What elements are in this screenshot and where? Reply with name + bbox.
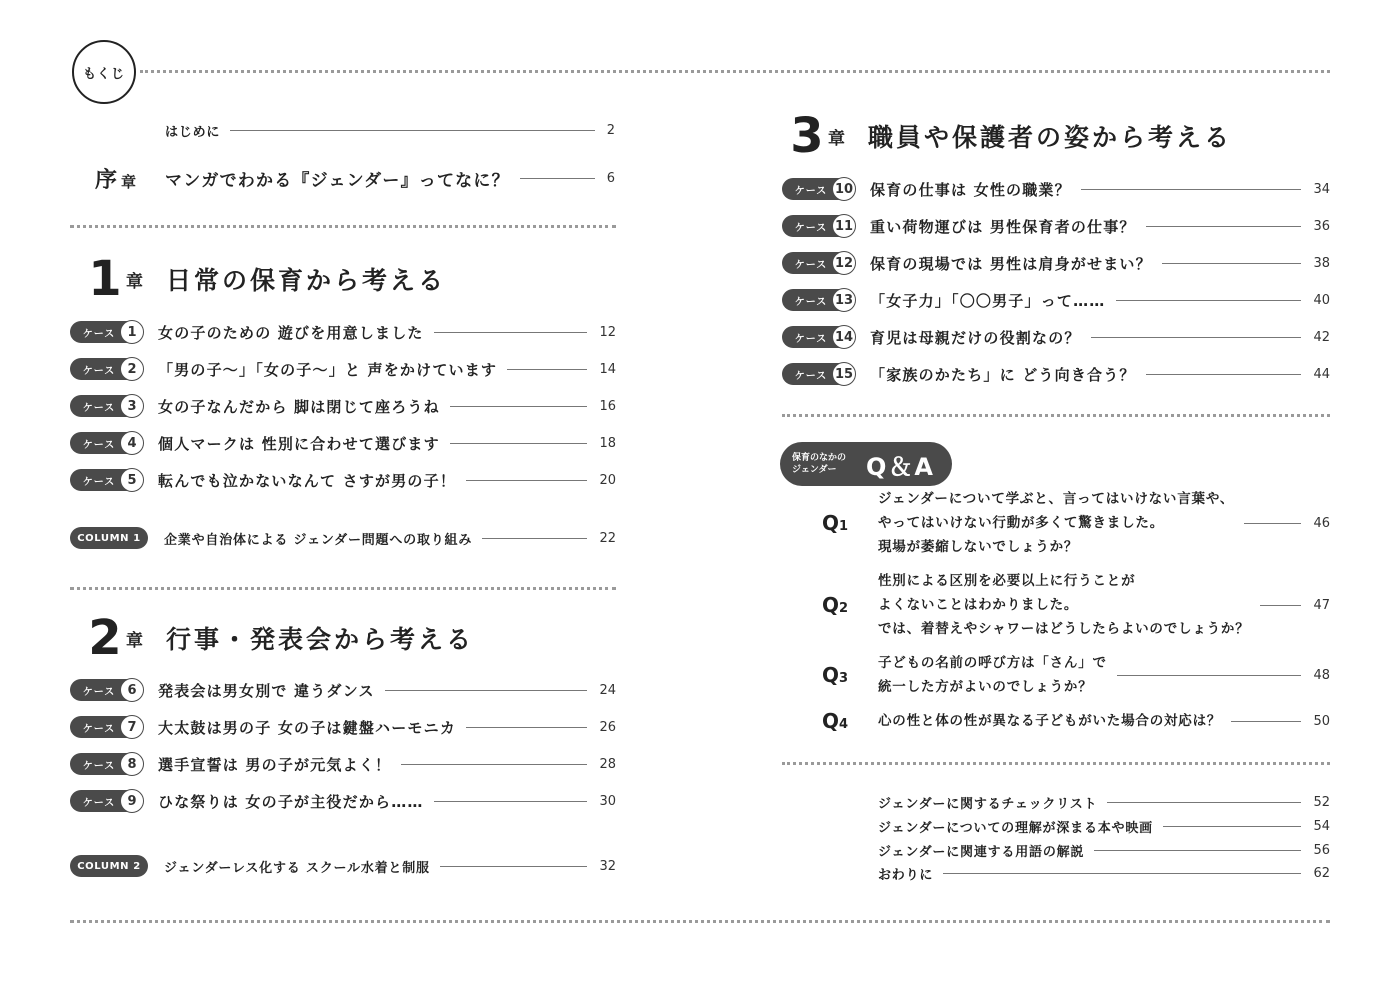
entry-title: 重い荷物運びは 男性保育者の仕事？: [870, 217, 1136, 236]
toc-entry-case[interactable]: [70, 357, 616, 381]
case-number: 11: [832, 214, 856, 238]
case-pill: [70, 431, 144, 455]
case-number: 14: [832, 325, 856, 349]
toc-entry-case[interactable]: [782, 362, 1330, 386]
leader-line: [450, 443, 588, 444]
question-number: 1: [839, 519, 849, 534]
header-divider: [140, 70, 1330, 73]
case-pill: [70, 715, 144, 739]
entry-title: おわりに: [878, 867, 934, 883]
leader-line: [1244, 523, 1301, 524]
leader-line: [466, 727, 587, 728]
toc-entry-question[interactable]: [822, 569, 1330, 641]
toc-title: もくじ: [82, 66, 125, 82]
toc-entry-column[interactable]: [70, 526, 616, 550]
leader-line: [1162, 263, 1302, 264]
case-tag: ケース: [70, 395, 128, 417]
question-letter: Q: [822, 593, 840, 617]
page-number: 28: [599, 756, 616, 772]
prologue-label: [95, 163, 165, 194]
chapter-number: 2: [88, 610, 122, 666]
case-number: 1: [120, 320, 144, 344]
leader-line: [385, 690, 588, 691]
question-label: [822, 663, 878, 687]
page-number: 14: [599, 361, 616, 377]
toc-entry-case[interactable]: [70, 394, 616, 418]
case-tag: ケース: [70, 432, 128, 454]
leader-line: [482, 538, 587, 539]
section-divider: [782, 414, 1330, 417]
toc-title-badge: [72, 40, 136, 104]
page-number: 56: [1313, 842, 1330, 858]
case-number: 10: [832, 177, 856, 201]
page-number: 48: [1313, 667, 1330, 683]
entry-title: ジェンダーに関連する用語の解説: [878, 844, 1085, 860]
page-number: 6: [606, 170, 615, 186]
section-divider: [782, 762, 1330, 765]
leader-line: [440, 866, 588, 867]
question-label: [822, 709, 878, 733]
qa-badge-line1: 保育のなかの: [792, 453, 847, 463]
case-number: 6: [120, 678, 144, 702]
chapter-title: 行事・発表会から考える: [166, 625, 475, 654]
question-text: [878, 709, 1221, 733]
leader-line: [450, 406, 588, 407]
question-letter: Q: [822, 709, 840, 733]
entry-title: ひな祭りは 女の子が主役だから……: [158, 792, 424, 811]
leader-line: [1146, 374, 1302, 375]
section-divider: [70, 225, 616, 228]
qa-badge-label: Q＆A: [866, 453, 935, 481]
question-line: よくないことはわかりました。: [878, 597, 1079, 613]
case-number: 8: [120, 752, 144, 776]
question-text: [878, 569, 1250, 641]
entry-title: 「男の子～」「女の子～」と 声をかけています: [158, 360, 498, 379]
question-line: 性別による区別を必要以上に行うことが: [878, 573, 1136, 589]
chapter-number: 3: [790, 108, 824, 164]
entry-title: 企業や自治体による ジェンダー問題への取り組み: [164, 532, 473, 548]
chapter-kanji: 章: [126, 630, 143, 651]
case-number: 7: [120, 715, 144, 739]
case-pill: [782, 214, 856, 238]
toc-entry-case[interactable]: [70, 789, 616, 813]
toc-entry-case[interactable]: [70, 468, 616, 492]
case-pill: [70, 320, 144, 344]
case-tag: ケース: [782, 363, 840, 385]
case-tag: ケース: [782, 289, 840, 311]
page-number: 46: [1313, 515, 1330, 531]
column-pill: COLUMN 2: [70, 855, 148, 877]
case-pill: [782, 288, 856, 312]
question-line: 子どもの名前の呼び方は「さん」で: [878, 655, 1107, 671]
entry-title: ジェンダーについての理解が深まる本や映画: [878, 820, 1153, 836]
page-number: 52: [1313, 794, 1330, 810]
page-number: 54: [1313, 818, 1330, 834]
case-number: 13: [832, 288, 856, 312]
entry-title: 育児は母親だけの役割なの？: [870, 328, 1081, 347]
page-number: 30: [599, 793, 616, 809]
leader-line: [1081, 189, 1302, 190]
toc-entry-case[interactable]: [70, 752, 616, 776]
leader-line: [1091, 337, 1302, 338]
question-number: 2: [839, 601, 849, 616]
page-number: 12: [599, 324, 616, 340]
toc-entry-question[interactable]: [822, 709, 1330, 733]
entry-title: 「家族のかたち」に どう向き合う？: [870, 365, 1136, 384]
toc-entry-appendix[interactable]: [878, 838, 1330, 862]
toc-entry-case[interactable]: [782, 214, 1330, 238]
leader-line: [1094, 850, 1301, 851]
chapter-title: 日常の保育から考える: [166, 266, 447, 295]
page-number: 22: [599, 530, 616, 546]
case-number: 5: [120, 468, 144, 492]
question-text: [878, 487, 1234, 559]
page-number: 24: [599, 682, 616, 698]
page-number: 62: [1313, 865, 1330, 881]
page-number: 44: [1313, 366, 1330, 382]
toc-entry-case[interactable]: [70, 678, 616, 702]
question-line: 統一した方がよいのでしょうか？: [878, 679, 1093, 695]
entry-title: 選手宣誓は 男の子が元気よく！: [158, 755, 392, 774]
case-tag: ケース: [782, 252, 840, 274]
case-tag: ケース: [70, 469, 128, 491]
case-number: 3: [120, 394, 144, 418]
leader-line: [230, 130, 595, 131]
question-number: 4: [839, 717, 849, 732]
page-number: 34: [1313, 181, 1330, 197]
toc-entry-column[interactable]: [70, 854, 616, 878]
case-tag: ケース: [70, 753, 128, 775]
question-text: [878, 651, 1107, 699]
entry-title: 保育の現場では 男性は肩身がせまい？: [870, 254, 1152, 273]
case-pill: [782, 362, 856, 386]
case-number: 4: [120, 431, 144, 455]
qa-section-badge: [780, 442, 952, 486]
question-line: 現場が萎縮しないでしょうか？: [878, 539, 1079, 555]
page-number: 16: [599, 398, 616, 414]
prologue-label-small: 章: [121, 172, 137, 191]
leader-line: [1107, 802, 1301, 803]
page-number: 40: [1313, 292, 1330, 308]
question-label: [822, 511, 878, 535]
entry-title: 保育の仕事は 女性の職業？: [870, 180, 1071, 199]
toc-entry-question[interactable]: [822, 487, 1330, 559]
leader-line: [434, 801, 588, 802]
case-tag: ケース: [782, 326, 840, 348]
page-number: 36: [1313, 218, 1330, 234]
case-pill: [70, 678, 144, 702]
leader-line: [507, 369, 587, 370]
page-number: 50: [1313, 713, 1330, 729]
page-number: 47: [1313, 597, 1330, 613]
qa-badge-subtitle: [792, 452, 846, 476]
entry-title: 女の子のための 遊びを用意しました: [158, 323, 424, 342]
toc-entry-case[interactable]: [782, 251, 1330, 275]
chapter-title: 職員や保護者の姿から考える: [868, 123, 1233, 152]
case-tag: ケース: [782, 215, 840, 237]
entry-title: はじめに: [165, 124, 221, 140]
page-number: 18: [599, 435, 616, 451]
footer-divider: [70, 920, 1330, 923]
chapter-1-heading[interactable]: [88, 251, 447, 307]
case-number: 2: [120, 357, 144, 381]
case-pill: [782, 177, 856, 201]
leader-line: [943, 873, 1301, 874]
case-pill: [70, 394, 144, 418]
toc-entry-case[interactable]: [782, 177, 1330, 201]
leader-line: [401, 764, 587, 765]
case-tag: ケース: [70, 679, 128, 701]
case-pill: [70, 468, 144, 492]
toc-entry-prologue[interactable]: [95, 166, 615, 193]
case-pill: [70, 789, 144, 813]
toc-entry-case[interactable]: [70, 320, 616, 344]
entry-title: ジェンダーに関するチェックリスト: [878, 796, 1098, 812]
entry-title: マンガでわかる『ジェンダー』ってなに？: [165, 170, 510, 191]
leader-line: [434, 332, 588, 333]
page-number: 2: [606, 122, 615, 138]
question-number: 3: [839, 671, 849, 686]
entry-title: 「女子力」「〇〇男子」って……: [870, 291, 1106, 310]
page-number: 20: [599, 472, 616, 488]
question-line: 心の性と体の性が異なる子どもがいた場合の対応は？: [878, 713, 1222, 729]
case-number: 12: [832, 251, 856, 275]
page-number: 32: [599, 858, 616, 874]
toc-entry-case[interactable]: [782, 288, 1330, 312]
leader-line: [1260, 605, 1302, 606]
entry-title: 個人マークは 性別に合わせて選びます: [158, 434, 440, 453]
page-number: 38: [1313, 255, 1330, 271]
toc-entry-case[interactable]: [782, 325, 1330, 349]
question-label: [822, 593, 878, 617]
case-pill: [70, 357, 144, 381]
toc-entry-case[interactable]: [70, 431, 616, 455]
leader-line: [1117, 675, 1302, 676]
section-divider: [70, 587, 616, 590]
entry-title: 大太鼓は男の子 女の子は鍵盤ハーモニカ: [158, 718, 457, 737]
chapter-kanji: 章: [126, 271, 143, 292]
chapter-3-heading[interactable]: [790, 108, 1233, 164]
leader-line: [1146, 226, 1302, 227]
toc-entry-question[interactable]: [822, 651, 1330, 699]
toc-entry-intro[interactable]: [165, 118, 615, 142]
toc-entry-appendix[interactable]: [878, 790, 1330, 814]
entry-title: ジェンダーレス化する スクール水着と制服: [164, 860, 430, 876]
chapter-number: 1: [88, 251, 122, 307]
question-line: やってはいけない行動が多くて驚きました。: [878, 515, 1164, 531]
chapter-kanji: 章: [828, 128, 845, 149]
chapter-2-heading[interactable]: [88, 610, 475, 666]
case-tag: ケース: [70, 358, 128, 380]
page-number: 42: [1313, 329, 1330, 345]
case-pill: [70, 752, 144, 776]
case-tag: ケース: [782, 178, 840, 200]
leader-line: [1163, 826, 1301, 827]
case-pill: [782, 251, 856, 275]
leader-line: [520, 178, 595, 179]
question-line: では、着替えやシャワーはどうしたらよいのでしょうか？: [878, 621, 1250, 637]
case-pill: [782, 325, 856, 349]
toc-entry-appendix[interactable]: [878, 861, 1330, 885]
question-line: ジェンダーについて学ぶと、言ってはいけない言葉や、: [878, 491, 1235, 507]
case-tag: ケース: [70, 321, 128, 343]
prologue-label-big: 序: [95, 167, 118, 193]
qa-badge-line2: ジェンダー: [792, 465, 837, 475]
column-pill: COLUMN 1: [70, 527, 148, 549]
case-number: 15: [832, 362, 856, 386]
case-tag: ケース: [70, 790, 128, 812]
page-number: 26: [599, 719, 616, 735]
toc-entry-appendix[interactable]: [878, 814, 1330, 838]
entry-title: 女の子なんだから 脚は閉じて座ろうね: [158, 397, 440, 416]
leader-line: [1231, 721, 1301, 722]
case-tag: ケース: [70, 716, 128, 738]
entry-title: 発表会は男女別で 違うダンス: [158, 681, 375, 700]
question-letter: Q: [822, 663, 840, 687]
question-letter: Q: [822, 511, 840, 535]
leader-line: [1116, 300, 1302, 301]
entry-title: 転んでも泣かないなんて さすが男の子！: [158, 471, 457, 490]
case-number: 9: [120, 789, 144, 813]
leader-line: [466, 480, 587, 481]
toc-entry-case[interactable]: [70, 715, 616, 739]
